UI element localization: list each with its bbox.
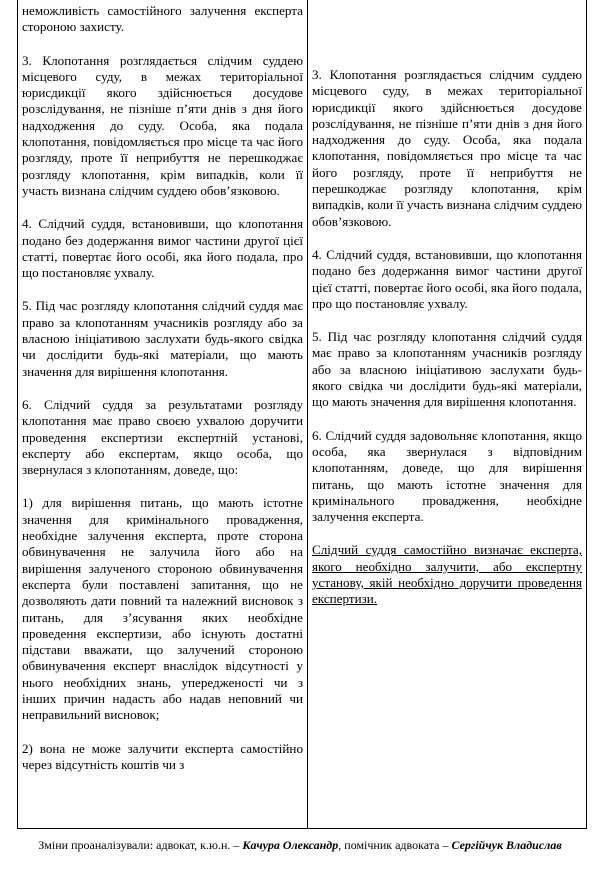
left-paragraph-4: 5. Під час розгляду клопотання слідчий суддя має право за клопотанням учасників розгляду або за власною ініціативою заслухати будь-якого свідка чи дослідити будь-які матеріали, що мають значення для вирішення клопотання.: [22, 298, 303, 379]
comparison-table: [17, 0, 587, 829]
left-paragraph-7: 2) вона не може залучити експерта самостійно через відсутність коштів чи з: [22, 740, 303, 772]
right-paragraph-4: 6. Слідчий суддя задовольняє клопотання, якщо особа, яка звернулася з відповідним клопотанням, доведе, що для вирішення питань, що мають істотне значення для кримінального провадження, необхідне залучення експерта.: [312, 427, 582, 525]
left-column: [18, 0, 308, 829]
footer-prefix: Зміни проаналізували: адвокат, к.ю.н. –: [38, 838, 243, 852]
left-paragraph-1: неможливість самостійного залучення експерта стороною захисту.: [22, 3, 303, 35]
left-paragraph-6: 1) для вирішення питань, що мають істотне значення для кримінального провадження, необхідне залучення експерта, проте сторона обвинувачення не залучила його або на вирішення залученого стороною обвинувачення експерта були поставлені запитання, що не дозволяють дати повний та належний висновок з питань, для з’ясування яких необхідне проведення експертизи, або існують достатні підстави вважати, що залучений стороною обвинувачення експерт внаслідок відсутності у нього необхідних знань, упередженості чи з інших причин надасть або надав неповний чи неправильний висновок;: [22, 495, 303, 723]
footer-name-1: Качура Олександр: [242, 838, 339, 852]
footer-name-2: Сергійчук Владислав: [451, 838, 562, 852]
footer-credits: [0, 838, 600, 853]
left-paragraph-2: 3. Клопотання розглядається слідчим суддею місцевого суду, в межах територіальної юрисдикції якого здійснюється досудове розслідування, не пізніше п’яти днів з дня його надходження до суду. Особа, яка подала клопотання, повідомляється про місце та час його розгляду, проте її неприбуття не перешкоджає розгляду клопотання, крім випадків, коли її участь визнана слідчим суддею обов’язковою.: [22, 52, 303, 198]
right-paragraph-2: 4. Слідчий суддя, встановивши, що клопотання подано без додержання вимог частини другої цієї статті, повертає його особі, яка його подала, про що постановляє ухвалу.: [312, 246, 582, 311]
left-paragraph-3: 4. Слідчий суддя, встановивши, що клопотання подано без додержання вимог частини другої цієї статті, повертає його особі, яка його подала, про що постановляє ухвалу.: [22, 216, 303, 281]
footer-middle: , помічник адвоката –: [338, 838, 452, 852]
right-column: [308, 0, 587, 829]
table-row: [18, 0, 587, 829]
right-paragraph-1: 3. Клопотання розглядається слідчим суддею місцевого суду, в межах територіальної юрисдикції якого здійснюється досудове розслідування, не пізніше п’яти днів з дня його надходження до суду. Особа, яка подала клопотання, повідомляється про місце та час його розгляду, проте її неприбуття не перешкоджає розгляду клопотання, крім випадків, коли її участь визнана слідчим суддею обов’язковою.: [312, 67, 582, 229]
left-paragraph-5: 6. Слідчий суддя за результатами розгляду клопотання має право своєю ухвалою доручити проведення експертизи експертній установі, експерту або експертам, якщо особа, що звернулася з клопотанням, доведе, що:: [22, 396, 303, 478]
right-paragraph-3: 5. Під час розгляду клопотання слідчий суддя має право за клопотанням учасників розгляду або за власною ініціативою заслухати будь-якого свідка чи дослідити будь-які матеріали, що мають значення для вирішення клопотання.: [312, 329, 582, 410]
right-paragraph-5-underlined: Слідчий суддя самостійно визначає експерта, якого необхідно залучити, або експертну установу, якій необхідно доручити проведення експертизи.: [312, 542, 582, 607]
